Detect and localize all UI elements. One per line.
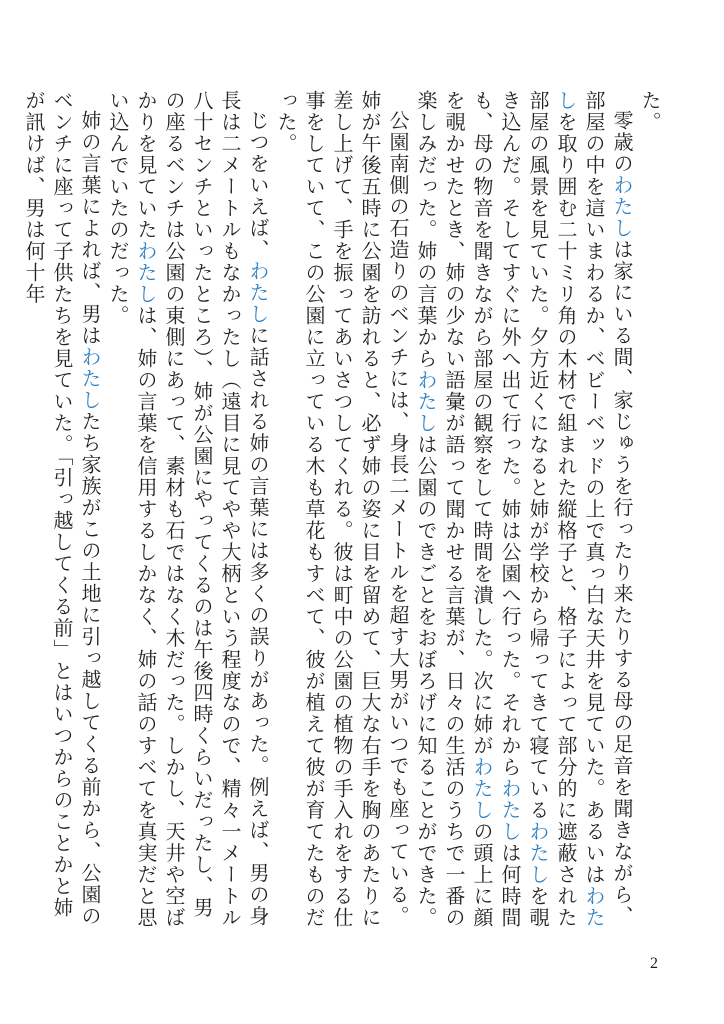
text-segment: 公園南側の石造りのベンチには、身長二メートルを超す大男がいつでも座っている。姉が午後五時に公園を訪れると、必ず姉の姿に目を留めて、巨大な右手を胸のあたりに差し上げて、手を振ってあいさつしてくれる。彼は町中の公園の植物の手入れをする仕事をしていて、この公園に立っている木も草花もすべて、彼が植えて彼が育てたものだった。 xyxy=(274,90,410,929)
text-segment: たち家族がこの土地に引っ越してくる前から、公園のベンチに座って子供たちを見ていた。「引っ越してくる前」とはいつからのことかと姉が訊けば、男は何十年 xyxy=(22,90,102,927)
highlighted-word: わたし xyxy=(498,778,522,843)
text-segment: 零歳の xyxy=(610,110,634,175)
highlighted-word: わたし xyxy=(610,174,634,239)
highlighted-word: わたし xyxy=(246,260,270,325)
text-segment: た。 xyxy=(638,90,662,133)
text-segment: じつをいえば、 xyxy=(246,110,270,261)
text-segment: を覗き込んだ。そしてすぐに外へ出て行った。姉は公園へ行った。それから xyxy=(498,90,550,929)
highlighted-word: わたし xyxy=(526,821,550,886)
body-text xyxy=(22,90,664,930)
paragraph xyxy=(104,90,272,930)
paragraph xyxy=(272,90,412,930)
text-segment: は家にいる間、家じゅうを行ったり来たりする母の足音を聞きながら、部屋の中を這いまわるか、ベビーベッドの上で真っ白な天井を見ていた。あるいは xyxy=(582,90,634,927)
page-number: 2 xyxy=(650,955,658,972)
paragraph xyxy=(412,90,636,930)
highlighted-word: わたし xyxy=(134,240,158,305)
text-segment: は何時間も、母の物音を聞きながら部屋の観察をして時間を潰した。次に姉が xyxy=(470,90,522,929)
highlighted-word: わたし xyxy=(554,90,606,929)
text-segment: 姉の言葉によれば、男は xyxy=(78,110,102,347)
text-segment: に話される姉の言葉には多くの誤りがあった。例えば、男の身長は二メートルもなかったし（遠目に見てやや大柄という程度なので、精々一メートル八十センチといったところ）、姉が公園にやってくるのは午後四時くらいだったし、男の座るベンチは公園の東側にあって、素材も石ではなく木だった。しかし、天井や空ばかりを見ていた xyxy=(134,90,270,929)
paragraph xyxy=(20,90,104,930)
text-segment: を取り囲む二十ミリ角の木材で組まれた縦格子と、格子によって部分的に遮蔽された部屋の風景を見ていた。夕方近くになると姉が学校から帰ってきて寝ている xyxy=(526,90,578,929)
highlighted-word: わたし xyxy=(470,756,494,821)
highlighted-word: わたし xyxy=(414,369,438,434)
text-segment: の頭上に顔を覗かせたとき、姉の少ない語彙が語って聞かせる言葉が、日々の生活のうちで一番の楽しみだった。姉の言葉から xyxy=(414,90,494,929)
paragraph xyxy=(636,90,664,930)
text-segment: は公園のできごとをおぼろげに知ることができた。 xyxy=(414,434,438,929)
text-segment: は、姉の言葉を信用するしかなく、姉の話のすべてを真実だと思い込んでいたのだった。 xyxy=(106,90,158,929)
highlighted-word: わたし xyxy=(78,346,102,411)
